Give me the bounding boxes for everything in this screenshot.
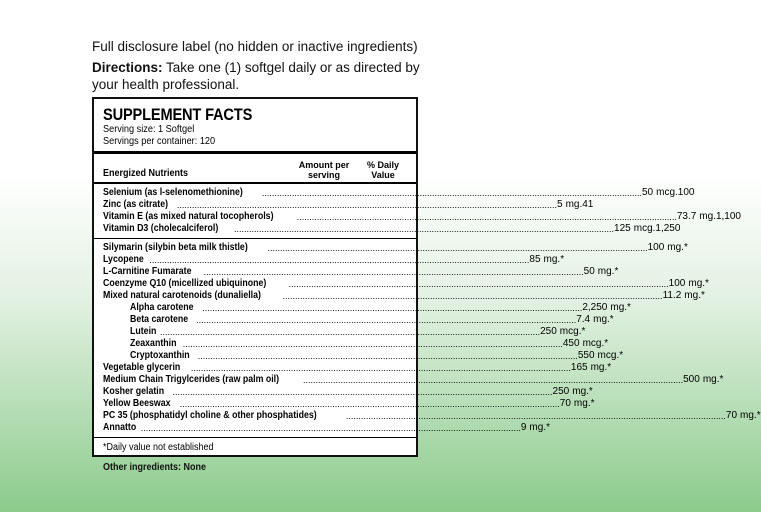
- nutrient-name-wrap: [103, 326, 540, 338]
- nutrient-daily-value: *: [619, 350, 624, 361]
- nutrient-unit: mcg.: [559, 326, 582, 337]
- nutrient-row: [103, 290, 705, 302]
- disclosure-text: Full disclosure label (no hidden or inactive ingredients): [92, 39, 418, 54]
- leader-dots: [297, 211, 677, 223]
- nutrient-row: [103, 398, 595, 410]
- nutrient-unit: mg.: [597, 266, 615, 277]
- nutrient-unit: mg.: [573, 398, 591, 409]
- leader-dots: [172, 386, 552, 398]
- nutrient-row: [103, 314, 614, 326]
- nutrient-name: Lycopene: [103, 254, 144, 265]
- nutrient-unit: mcg.: [597, 350, 620, 361]
- nutrient-unit: mg.: [667, 242, 684, 253]
- nutrient-row: [103, 223, 681, 235]
- nutrient-unit: mg.: [572, 386, 589, 397]
- other-ingredients: Other ingredients: None: [103, 462, 207, 473]
- nutrient-name: Zeaxanthin: [130, 338, 177, 349]
- leader-dots: [268, 242, 648, 254]
- nutrient-name-wrap: [103, 350, 578, 362]
- nutrient-amount: 11.2: [662, 290, 682, 301]
- nutrient-row: [103, 278, 709, 290]
- nutrient-unit: mg.: [565, 199, 583, 210]
- nutrient-unit: mg.: [610, 302, 628, 313]
- nutrient-name-wrap: [103, 242, 648, 254]
- nutrient-name-wrap: [103, 187, 642, 199]
- nutrient-amount: 7.4: [576, 314, 591, 325]
- nutrient-daily-value: *: [627, 302, 631, 313]
- nutrient-daily-value: *: [705, 278, 709, 289]
- nutrient-name: Kosher gelatin: [103, 386, 165, 397]
- facts-header: [103, 156, 408, 180]
- nutrient-daily-value: *: [604, 338, 609, 349]
- nutrient-unit: mg.: [529, 422, 547, 433]
- nutrient-amount: 2,250: [582, 302, 608, 313]
- leader-dots: [149, 254, 529, 266]
- nutrient-name: Coenzyme Q10 (micellized ubiquinone): [103, 278, 267, 289]
- nutrient-daily-value: *: [719, 374, 724, 385]
- nutrient-amount: 250: [540, 326, 557, 337]
- nutrient-daily-value: 1,100: [715, 211, 741, 222]
- nutrient-name-wrap: [103, 254, 529, 266]
- leader-dots: [198, 350, 578, 362]
- nutrient-daily-value: *: [683, 242, 688, 253]
- nutrient-unit: mcg.: [582, 338, 605, 349]
- leader-dots: [183, 338, 563, 350]
- nutrient-row: [103, 362, 612, 374]
- nutrient-row: [103, 410, 761, 422]
- nutrient-name: Vegetable glycerin: [103, 362, 181, 373]
- nutrient-name-wrap: [103, 223, 614, 235]
- nutrient-name-wrap: [103, 266, 584, 278]
- supplement-facts-panel: [92, 97, 761, 457]
- divider-footnote: [94, 437, 416, 438]
- nutrient-name: Selenium (as l-selenomethionine): [103, 187, 243, 198]
- nutrient-daily-value: *: [614, 266, 619, 277]
- header-amount: Amount per serving: [298, 160, 350, 180]
- nutrient-name-wrap: [103, 211, 677, 223]
- nutrient-name-wrap: [103, 362, 571, 374]
- nutrient-amount: 165: [570, 362, 588, 373]
- divider-group: [94, 238, 416, 239]
- nutrient-daily-value: *: [700, 290, 705, 301]
- leader-dots: [141, 422, 521, 434]
- nutrient-unit: mcg.: [633, 223, 656, 234]
- nutrient-name-wrap: [103, 386, 553, 398]
- nutrient-daily-value: *: [581, 326, 586, 337]
- nutrient-name: Lutein: [130, 326, 157, 337]
- nutrient-amount: 85: [529, 254, 541, 265]
- nutrient-amount: 250: [552, 386, 570, 397]
- nutrient-name: PC 35 (phosphatidyl choline & other phosphatides): [103, 410, 317, 421]
- nutrient-amount: 5: [557, 199, 563, 210]
- footnote: *Daily value not established: [103, 442, 214, 453]
- nutrient-name-wrap: [103, 199, 557, 211]
- nutrient-unit: mg.: [590, 362, 608, 373]
- nutrient-name-wrap: [103, 290, 663, 302]
- nutrient-name-wrap: [103, 338, 563, 350]
- nutrient-row: [103, 187, 695, 199]
- header-nutrients: Energized Nutrients: [103, 168, 189, 179]
- nutrient-unit: mg.: [702, 374, 720, 385]
- leader-dots: [262, 187, 642, 199]
- nutrient-row: [103, 422, 550, 434]
- nutrient-name-wrap: [103, 410, 726, 422]
- nutrient-amount: 100: [647, 242, 665, 253]
- nutrient-amount: 550: [577, 350, 595, 361]
- nutrient-name: Beta carotene: [130, 314, 189, 325]
- nutrient-amount: 500: [683, 374, 700, 385]
- nutrient-name-wrap: [103, 302, 582, 314]
- nutrient-name: Zinc (as citrate): [103, 199, 169, 210]
- nutrient-daily-value: *: [590, 398, 595, 409]
- nutrient-unit: mg.: [740, 410, 757, 421]
- nutrient-daily-value: 41: [582, 199, 594, 210]
- nutrient-row: [103, 338, 609, 350]
- leader-dots: [346, 410, 726, 422]
- leader-dots: [202, 302, 582, 314]
- nutrient-group-others: [103, 242, 761, 434]
- nutrient-name-wrap: [103, 314, 576, 326]
- nutrient-name: L-Carnitine Fumarate: [103, 266, 192, 277]
- nutrient-daily-value: *: [609, 314, 614, 325]
- nutrient-amount: 73.7: [676, 211, 697, 222]
- leader-dots: [282, 290, 662, 302]
- nutrient-daily-value: *: [560, 254, 565, 265]
- nutrient-name: Annatto: [103, 422, 137, 433]
- leader-dots: [196, 314, 576, 326]
- nutrient-daily-value: *: [607, 362, 612, 373]
- leader-dots: [180, 398, 560, 410]
- nutrient-name-wrap: [103, 278, 669, 290]
- nutrient-row: [103, 242, 688, 254]
- nutrient-row: [103, 254, 565, 266]
- serving-size: Serving size: 1 Softgel: [103, 124, 195, 135]
- nutrient-name: Vitamin D3 (cholecalciferol): [103, 223, 219, 234]
- nutrient-name: Medium Chain Trigylcerides (raw palm oil): [103, 374, 280, 385]
- servings-per-container: Servings per container: 120: [103, 136, 216, 147]
- leader-dots: [289, 278, 669, 290]
- leader-dots: [160, 326, 540, 338]
- directions-text: [92, 59, 432, 93]
- nutrient-name-wrap: [103, 374, 683, 386]
- directions-body: Take one (1) softgel daily or as directed by your health professional.: [92, 60, 420, 92]
- nutrient-row: [103, 326, 586, 338]
- nutrient-name: Cryptoxanthin: [130, 350, 190, 361]
- nutrient-row: [103, 386, 593, 398]
- header-daily-value: % Daily Value: [366, 160, 399, 180]
- nutrient-unit: mg.: [699, 211, 716, 222]
- nutrient-row: [103, 374, 724, 386]
- nutrient-name: Alpha carotene: [130, 302, 194, 313]
- nutrient-amount: 70: [725, 410, 738, 421]
- nutrient-name-wrap: [103, 422, 521, 434]
- nutrient-amount: 450: [562, 338, 580, 349]
- nutrient-unit: mg.: [543, 254, 561, 265]
- facts-title: SUPPLEMENT FACTS: [103, 105, 253, 124]
- nutrient-name: Vitamin E (as mixed natural tocopherols): [103, 211, 274, 222]
- nutrient-unit: mcg.: [656, 187, 678, 198]
- nutrient-row: [103, 199, 594, 211]
- nutrient-row: [103, 350, 624, 362]
- nutrient-amount: 9: [520, 422, 527, 433]
- leader-dots: [234, 223, 614, 235]
- nutrient-amount: 70: [559, 398, 571, 409]
- nutrient-daily-value: 100: [677, 187, 695, 198]
- divider-thick: [94, 151, 416, 154]
- nutrient-unit: mg.: [688, 278, 706, 289]
- nutrient-group-vitamins: [103, 187, 741, 235]
- nutrient-unit: mg.: [684, 290, 701, 301]
- leader-dots: [204, 266, 584, 278]
- leader-dots: [303, 374, 683, 386]
- divider-header: [94, 182, 416, 184]
- nutrient-unit: mg.: [593, 314, 610, 325]
- nutrient-daily-value: *: [756, 410, 761, 421]
- leader-dots: [177, 199, 557, 211]
- leader-dots: [191, 362, 571, 374]
- nutrient-row: [103, 266, 619, 278]
- nutrient-row: [103, 302, 631, 314]
- nutrient-amount: 100: [668, 278, 686, 289]
- nutrient-daily-value: *: [546, 422, 550, 433]
- nutrient-name: Mixed natural carotenoids (dunaliella): [103, 290, 261, 301]
- nutrient-amount: 50: [583, 266, 595, 277]
- intro-text: [92, 38, 432, 93]
- nutrient-daily-value: 1,250: [655, 223, 681, 234]
- nutrient-daily-value: *: [588, 386, 593, 397]
- nutrient-amount: 50: [642, 187, 654, 198]
- nutrient-amount: 125: [614, 223, 631, 234]
- nutrient-name-wrap: [103, 398, 560, 410]
- nutrient-name: Silymarin (silybin beta milk thistle): [103, 242, 248, 253]
- nutrient-name: Yellow Beeswax: [103, 398, 171, 409]
- directions-label: Directions:: [92, 60, 163, 75]
- nutrient-row: [103, 211, 741, 223]
